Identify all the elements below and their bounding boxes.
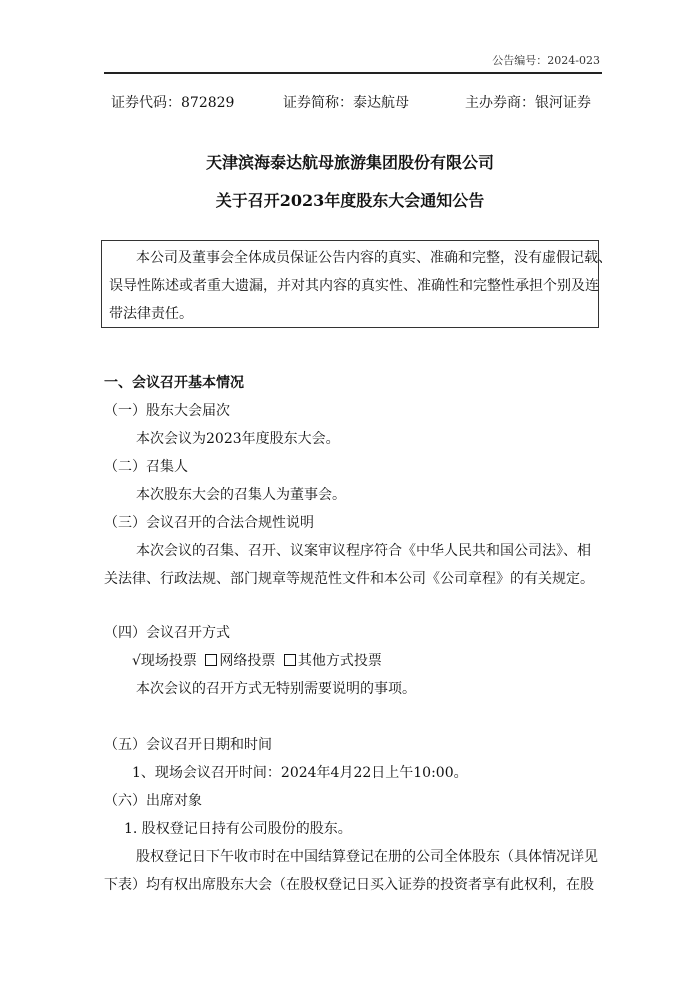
subsection-3-label: （三）会议召开的合法合规性说明	[104, 515, 314, 531]
subsection-5-text: 1、现场会议召开时间：2024年4月22日上午10:00。	[132, 765, 468, 781]
subsection-5-label: （五）会议召开日期和时间	[104, 737, 272, 753]
subsection-6-item1: 1. 股权登记日持有公司股份的股东。	[124, 821, 352, 837]
subsection-6-text-line2: 下表）均有权出席股东大会（在股权登记日买入证券的投资者享有此权利，在股	[104, 877, 594, 893]
section-1-heading: 一、会议召开基本情况	[104, 375, 244, 391]
subsection-4-text: 本次会议的召开方式无特别需要说明的事项。	[136, 681, 416, 697]
onsite-vote-check-icon: √	[132, 653, 141, 669]
voting-options	[132, 650, 382, 670]
subsection-3-text-line2: 关法律、行政法规、部门规章等规范性文件和本公司《公司章程》的有关规定。	[104, 571, 594, 587]
subsection-6-text-line1: 股权登记日下午收市时在中国结算登记在册的公司全体股东（具体情况详见	[136, 849, 598, 865]
header-rule	[104, 72, 602, 74]
document-title-line1: 天津滨海泰达航母旅游集团股份有限公司	[205, 153, 494, 172]
security-code: 证券代码：872829	[111, 95, 235, 111]
subsection-2-text: 本次股东大会的召集人为董事会。	[136, 487, 346, 503]
declaration-line-1: 本公司及董事会全体成员保证公告内容的真实、准确和完整，没有虚假记载、	[136, 250, 612, 266]
subsection-4-label: （四）会议召开方式	[104, 625, 230, 641]
onsite-vote-label: 现场投票	[140, 653, 197, 669]
online-vote-checkbox-icon	[205, 654, 217, 666]
document-title-line2: 关于召开2023年度股东大会通知公告	[215, 191, 485, 210]
declaration-line-3: 带法律责任。	[109, 306, 193, 322]
subsection-1-text: 本次会议为2023年度股东大会。	[136, 431, 340, 447]
other-vote-label: 其他方式投票	[297, 653, 382, 669]
notice-number: 公告编号：2024-023	[492, 54, 600, 67]
security-abbreviation: 证券简称：泰达航母	[283, 95, 409, 111]
online-vote-label: 网络投票	[219, 653, 276, 669]
declaration-line-2: 误导性陈述或者重大遗漏，并对其内容的真实性、准确性和完整性承担个别及连	[109, 278, 599, 294]
subsection-1-label: （一）股东大会届次	[104, 403, 230, 419]
subsection-2-label: （二）召集人	[104, 459, 188, 475]
subsection-3-text-line1: 本次会议的召集、召开、议案审议程序符合《中华人民共和国公司法》、相	[136, 543, 591, 559]
sponsor-broker: 主办券商：银河证券	[465, 95, 591, 111]
subsection-6-label: （六）出席对象	[104, 793, 202, 809]
other-vote-checkbox-icon	[284, 654, 296, 666]
